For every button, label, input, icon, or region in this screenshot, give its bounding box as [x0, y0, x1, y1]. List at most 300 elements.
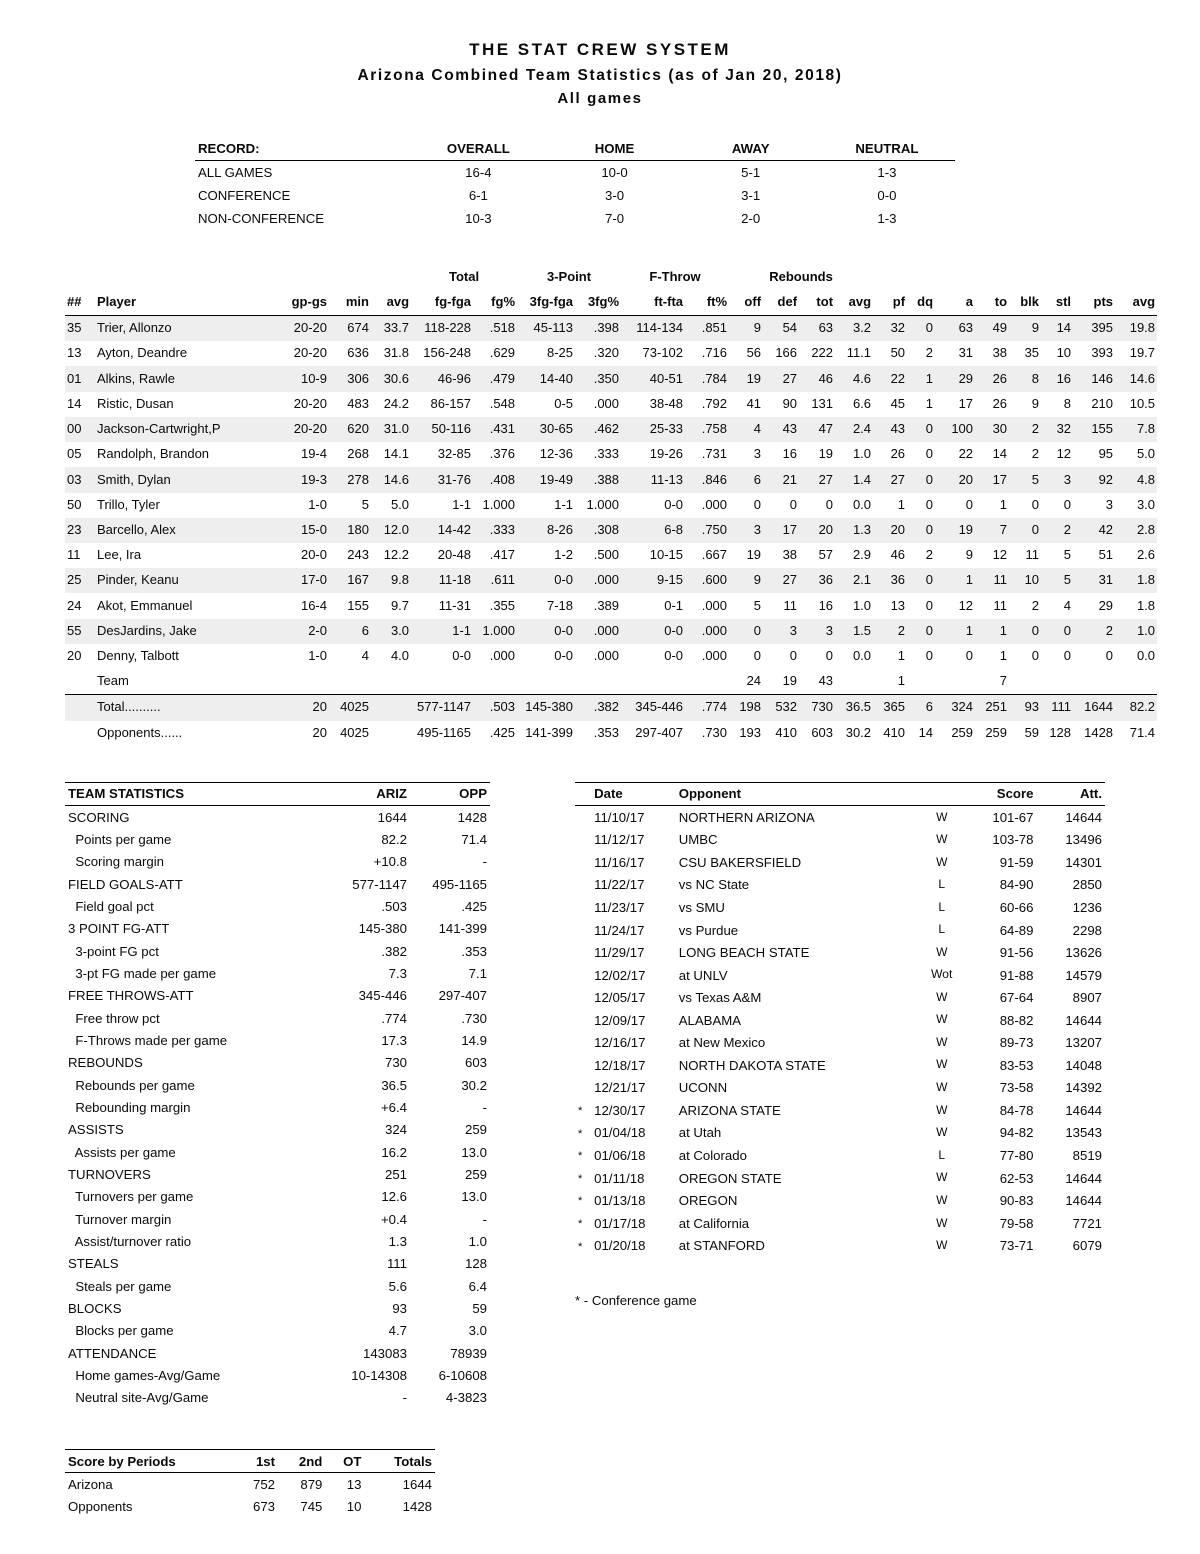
- cell: L: [938, 922, 946, 937]
- cell: 11: [783, 597, 798, 613]
- cell: 1-3: [877, 165, 897, 181]
- cell: 16: [818, 597, 834, 613]
- cell: *: [578, 1218, 583, 1231]
- cell: 5-1: [741, 165, 761, 181]
- cell: 14.6: [383, 471, 410, 487]
- cell: [1115, 669, 1157, 695]
- cell: 101-67: [992, 809, 1034, 825]
- cell: 1428: [457, 809, 487, 825]
- cell: 10: [346, 1499, 362, 1515]
- cell: 3: [1105, 496, 1114, 512]
- cell: 13207: [1065, 1035, 1102, 1051]
- cell: .851: [701, 320, 728, 336]
- player-row: [65, 493, 1157, 518]
- cell: 20: [67, 648, 82, 664]
- cell: 11-18: [438, 572, 472, 588]
- cell: W: [936, 989, 948, 1004]
- cell: 0: [925, 471, 934, 487]
- cell: 4.7: [388, 1323, 407, 1339]
- cell: .320: [593, 345, 620, 361]
- cell: 0: [925, 572, 934, 588]
- cell: Points per game: [68, 831, 172, 847]
- col-reb-avg: avg: [835, 290, 873, 316]
- cell: 93: [392, 1300, 407, 1316]
- stats-column-header-row: [65, 290, 1157, 316]
- cell: 9: [753, 572, 762, 588]
- team-stat-row: [65, 1387, 490, 1409]
- games-col-score: Score: [968, 782, 1037, 806]
- cell: [575, 941, 591, 964]
- cell: 13626: [1065, 945, 1102, 961]
- player-row: [65, 543, 1157, 568]
- cell: at Colorado: [678, 1147, 747, 1163]
- cell: 19: [782, 673, 798, 689]
- cell: 0-0: [554, 648, 574, 664]
- cell: 31.0: [383, 421, 410, 437]
- cell: 89-73: [999, 1035, 1034, 1051]
- cell: 46: [890, 547, 906, 563]
- col-reb-tot: tot: [799, 290, 835, 316]
- cell: .731: [701, 446, 728, 462]
- cell: Barcello, Alex: [97, 521, 176, 537]
- cell: -: [402, 1390, 407, 1406]
- cell: 145-380: [358, 921, 407, 937]
- cell: 43: [890, 421, 906, 437]
- cell: 14644: [1065, 1102, 1102, 1118]
- game-row: [575, 851, 1105, 874]
- cell: 6: [925, 699, 934, 715]
- cell: [1073, 669, 1115, 695]
- cell: 1428: [402, 1499, 432, 1515]
- col-fg-pct: fg%: [473, 290, 517, 316]
- cell: 1: [897, 648, 906, 664]
- team-stat-row: [65, 1208, 490, 1230]
- cell: BLOCKS: [68, 1300, 122, 1316]
- conference-game-footnote: * - Conference game: [575, 1293, 697, 1309]
- cell: vs Purdue: [678, 922, 739, 938]
- cell: 210: [1091, 395, 1114, 411]
- cell: 38: [782, 547, 798, 563]
- cell: 19.7: [1129, 345, 1156, 361]
- cell: REBOUNDS: [68, 1055, 143, 1071]
- cell: 5: [753, 597, 762, 613]
- cell: *: [578, 1127, 583, 1140]
- cell: 3-0: [605, 188, 625, 204]
- cell: [575, 986, 591, 1009]
- cell: 11/16/17: [594, 854, 645, 870]
- cell: at Utah: [678, 1125, 722, 1141]
- cell: 20-20: [293, 320, 327, 336]
- cell: 2.9: [852, 547, 872, 563]
- cell: .000: [593, 622, 620, 638]
- cell: 1.8: [1136, 572, 1156, 588]
- games-col-opponent: Opponent: [676, 782, 916, 806]
- cell: 0: [925, 622, 934, 638]
- cell: Team: [97, 673, 129, 689]
- cell: [1041, 669, 1073, 695]
- cell: .500: [593, 547, 620, 563]
- cell: [517, 669, 575, 695]
- cell: 100: [951, 421, 974, 437]
- cell: [575, 874, 591, 897]
- cell: 0: [925, 446, 934, 462]
- cell: vs SMU: [678, 899, 725, 915]
- cell: 43: [818, 673, 834, 689]
- cell: .333: [593, 446, 620, 462]
- cell: .774: [381, 1010, 407, 1026]
- cell: 12/09/17: [594, 1012, 646, 1028]
- cell: 13: [67, 345, 82, 361]
- cell: 27: [782, 370, 798, 386]
- col-3fg-pct: 3fg%: [575, 290, 621, 316]
- cell: 9-15: [656, 572, 684, 588]
- cell: 19: [958, 521, 974, 537]
- cell: 25-33: [649, 421, 684, 437]
- record-col-neutral: NEUTRAL: [819, 137, 955, 161]
- record-body: [195, 161, 955, 231]
- cell: *: [578, 1104, 583, 1117]
- cell: 14644: [1065, 1193, 1102, 1209]
- cell: FIELD GOALS-ATT: [68, 876, 183, 892]
- col-gp-gs: gp-gs: [277, 290, 329, 316]
- cell: 9: [965, 547, 974, 563]
- cell: at California: [678, 1215, 750, 1231]
- cell: 30.6: [383, 370, 410, 386]
- cell: 95: [1098, 446, 1114, 462]
- cell: 7.8: [1136, 421, 1156, 437]
- record-table: [195, 137, 955, 231]
- cell: W: [936, 944, 948, 959]
- cell: 67-64: [999, 990, 1034, 1006]
- cell: [575, 669, 621, 695]
- player-row: [65, 392, 1157, 417]
- cell: 12/02/17: [594, 967, 646, 983]
- cell: 13543: [1065, 1125, 1102, 1141]
- col-assists: a: [935, 290, 975, 316]
- cell: 1644: [402, 1476, 432, 1492]
- cell: 12/18/17: [594, 1057, 646, 1073]
- cell: 93: [1024, 699, 1040, 715]
- game-row: [575, 941, 1105, 964]
- cell: Turnover margin: [68, 1211, 172, 1227]
- cell: .716: [701, 345, 728, 361]
- cell: 90: [782, 395, 798, 411]
- cell: Lee, Ira: [97, 547, 142, 563]
- cell: 22: [958, 446, 974, 462]
- cell: 103-78: [992, 832, 1034, 848]
- team-stat-row: [65, 940, 490, 962]
- cell: 84-78: [999, 1102, 1034, 1118]
- cell: 55: [67, 622, 82, 638]
- cell: 8519: [1072, 1147, 1102, 1163]
- cell: 14-42: [437, 521, 472, 537]
- cell: 62-53: [999, 1170, 1034, 1186]
- game-row: [575, 1122, 1105, 1145]
- cell: 20-0: [300, 547, 327, 563]
- col-ft-fta: ft-fta: [621, 290, 685, 316]
- cell: W: [936, 1193, 948, 1208]
- cell: 71.4: [461, 831, 487, 847]
- cell: 0: [965, 496, 974, 512]
- cell: W: [936, 1102, 948, 1117]
- cell: 17: [782, 521, 798, 537]
- cell: .503: [489, 699, 516, 715]
- cell: 141-399: [438, 921, 487, 937]
- team-stats-header-row: [65, 782, 490, 805]
- cell: .408: [489, 471, 516, 487]
- cell: 11: [67, 547, 81, 563]
- cell: .355: [489, 597, 516, 613]
- cell: TURNOVERS: [68, 1166, 151, 1182]
- cell: 7.3: [388, 965, 407, 981]
- cell: 1.0: [852, 446, 872, 462]
- cell: 0: [1105, 648, 1114, 664]
- team-row: [65, 669, 1157, 695]
- cell: *: [578, 1172, 583, 1185]
- cell: ARIZONA STATE: [678, 1102, 781, 1118]
- cell: -: [482, 1211, 487, 1227]
- cell: 78939: [450, 1345, 487, 1361]
- cell: 10.5: [1129, 395, 1156, 411]
- cell: 19: [746, 547, 762, 563]
- cell: 131: [811, 395, 834, 411]
- cell: 483: [347, 395, 369, 411]
- cell: 54: [782, 320, 798, 336]
- cell: 01/04/18: [594, 1125, 646, 1141]
- bottom-section: [65, 782, 1135, 1518]
- cell: 2: [1105, 622, 1114, 638]
- cell: 603: [811, 724, 834, 740]
- cell: 38-48: [649, 395, 684, 411]
- col-number: ##: [65, 290, 95, 316]
- cell: vs Texas A&M: [678, 990, 762, 1006]
- cell: 4025: [340, 724, 369, 740]
- cell: 13.0: [461, 1144, 487, 1160]
- cell: 251: [985, 699, 1008, 715]
- cell: 45-113: [533, 320, 574, 336]
- totals-body: [65, 695, 1157, 746]
- team-stat-row: [65, 1275, 490, 1297]
- cell: *: [578, 1195, 583, 1208]
- cell: 7-0: [605, 211, 625, 227]
- cell: 5: [1063, 572, 1072, 588]
- cell: 12-36: [539, 446, 574, 462]
- cell: 0: [925, 648, 934, 664]
- cell: 32-85: [437, 446, 472, 462]
- cell: .382: [381, 943, 407, 959]
- cell: 14-40: [539, 370, 574, 386]
- cell: 43: [782, 421, 798, 437]
- cell: F-Throws made per game: [68, 1032, 228, 1048]
- cell: 577-1147: [352, 876, 407, 892]
- cell: 2: [1063, 521, 1072, 537]
- cell: 17: [958, 395, 974, 411]
- cell: 167: [347, 572, 369, 588]
- cell: [575, 851, 591, 874]
- team-stat-row: [65, 828, 490, 850]
- cell: Neutral site-Avg/Game: [68, 1390, 209, 1406]
- col-min: min: [329, 290, 371, 316]
- cell: Arizona: [68, 1476, 113, 1492]
- cell: 9: [753, 320, 762, 336]
- cell: 31: [1098, 572, 1114, 588]
- cell: 19-4: [300, 446, 327, 462]
- cell: 45: [890, 395, 906, 411]
- cell: CONFERENCE: [198, 188, 291, 204]
- cell: 1.4: [852, 471, 872, 487]
- cell: 11: [993, 572, 1008, 588]
- cell: 0-0: [664, 648, 684, 664]
- cell: [277, 669, 329, 695]
- cell: 29: [958, 370, 974, 386]
- cell: [907, 669, 935, 695]
- cell: 879: [300, 1476, 323, 1492]
- cell: 01: [67, 370, 82, 386]
- cell: 2298: [1072, 922, 1102, 938]
- cell: 9: [1031, 395, 1040, 411]
- col-points-avg: avg: [1115, 290, 1157, 316]
- cell: 12.0: [383, 521, 410, 537]
- cell: at UNLV: [678, 967, 728, 983]
- cell: 3.2: [852, 320, 872, 336]
- periods-col-totals: Totals: [364, 1449, 435, 1472]
- cell: 01/11/18: [594, 1170, 645, 1186]
- cell: 2.1: [852, 572, 872, 588]
- cell: 57: [818, 547, 834, 563]
- team-stat-row: [65, 1029, 490, 1051]
- cell: 40-51: [649, 370, 684, 386]
- cell: 12/30/17: [594, 1102, 646, 1118]
- cell: 2: [925, 547, 934, 563]
- cell: 1-0: [308, 648, 327, 664]
- cell: OREGON STATE: [678, 1170, 782, 1186]
- cell: 1: [897, 673, 906, 689]
- cell: [575, 1031, 591, 1054]
- cell: 7721: [1072, 1215, 1102, 1231]
- periods-col-2nd: 2nd: [278, 1449, 325, 1472]
- team-statistics-table: [65, 782, 490, 1409]
- cell: Akot, Emmanuel: [97, 597, 193, 613]
- cell: Assist/turnover ratio: [68, 1233, 192, 1249]
- team-stat-row: [65, 1297, 490, 1319]
- cell: 17-0: [300, 572, 327, 588]
- cell: 31.8: [383, 345, 410, 361]
- cell: .000: [701, 622, 728, 638]
- cell: 0: [925, 421, 934, 437]
- cell: 0: [1031, 496, 1040, 512]
- cell: [1009, 669, 1041, 695]
- col-reb-def: def: [763, 290, 799, 316]
- cell: 22: [890, 370, 906, 386]
- cell: 2850: [1072, 877, 1102, 893]
- cell: 259: [464, 1122, 487, 1138]
- cell: 3-1: [741, 188, 761, 204]
- cell: 0.0: [852, 648, 872, 664]
- game-row: [575, 1031, 1105, 1054]
- cell: 111: [386, 1256, 407, 1272]
- cell: 2.6: [1136, 547, 1156, 563]
- cell: 0.0: [852, 496, 872, 512]
- team-stat-row: [65, 1320, 490, 1342]
- cell: .784: [701, 370, 728, 386]
- cell: .308: [593, 521, 620, 537]
- cell: 14.9: [461, 1032, 487, 1048]
- game-row: [575, 829, 1105, 852]
- cell: 14: [67, 395, 82, 411]
- cell: 6.4: [468, 1278, 487, 1294]
- cell: L: [938, 899, 946, 914]
- cell: 59: [1024, 724, 1040, 740]
- report-subtitle: Arizona Combined Team Statistics (as of Jan 20, 2018): [357, 67, 843, 84]
- cell: 1.3: [388, 1233, 407, 1249]
- cell: .000: [701, 597, 728, 613]
- cell: NORTHERN ARIZONA: [678, 809, 815, 825]
- cell: 12: [1056, 446, 1072, 462]
- cell: 8-25: [546, 345, 574, 361]
- cell: 1.8: [1136, 597, 1156, 613]
- cell: 395: [1091, 320, 1114, 336]
- cell: 0: [789, 648, 798, 664]
- cell: 1: [999, 648, 1008, 664]
- player-row: [65, 568, 1157, 593]
- cell: 4: [1063, 597, 1072, 613]
- cell: 20: [890, 521, 906, 537]
- player-row: [65, 417, 1157, 442]
- cell: [65, 721, 95, 746]
- cell: 4025: [340, 699, 369, 715]
- cell: 0: [753, 496, 762, 512]
- cell: .000: [489, 648, 516, 664]
- cell: 26: [890, 446, 906, 462]
- cell: 128: [464, 1256, 487, 1272]
- cell: 674: [347, 320, 369, 336]
- cell: W: [936, 832, 948, 847]
- totals-row: [65, 695, 1157, 721]
- cell: LONG BEACH STATE: [678, 945, 810, 961]
- cell: [575, 964, 591, 987]
- cell: 155: [1091, 421, 1114, 437]
- cell: 3: [1063, 471, 1072, 487]
- cell: 82.2: [381, 831, 407, 847]
- cell: 1.0: [1136, 622, 1156, 638]
- cell: 30: [992, 421, 1008, 437]
- cell: 01/17/18: [594, 1215, 646, 1231]
- cell: .425: [489, 724, 516, 740]
- cell: 36: [818, 572, 834, 588]
- col-blocks: blk: [1009, 290, 1041, 316]
- cell: 88-82: [999, 1012, 1034, 1028]
- cell: .398: [593, 320, 620, 336]
- periods-body: [65, 1473, 435, 1518]
- cell: 2: [1031, 421, 1040, 437]
- cell: 0: [1031, 521, 1040, 537]
- cell: 14: [918, 724, 934, 740]
- player-row: [65, 316, 1157, 342]
- group-rebounds: Rebounds: [769, 268, 833, 284]
- cell: 3.0: [390, 622, 410, 638]
- cell: 603: [464, 1055, 487, 1071]
- cell: at New Mexico: [678, 1035, 766, 1051]
- cell: 10: [1056, 345, 1072, 361]
- cell: 24.2: [383, 395, 410, 411]
- cell: 13496: [1065, 832, 1102, 848]
- cell: 6-1: [468, 188, 488, 204]
- game-row: [575, 1189, 1105, 1212]
- cell: 50-116: [431, 421, 472, 437]
- cell: 17: [992, 471, 1008, 487]
- cell: 259: [464, 1166, 487, 1182]
- periods-col-1st: 1st: [233, 1449, 278, 1472]
